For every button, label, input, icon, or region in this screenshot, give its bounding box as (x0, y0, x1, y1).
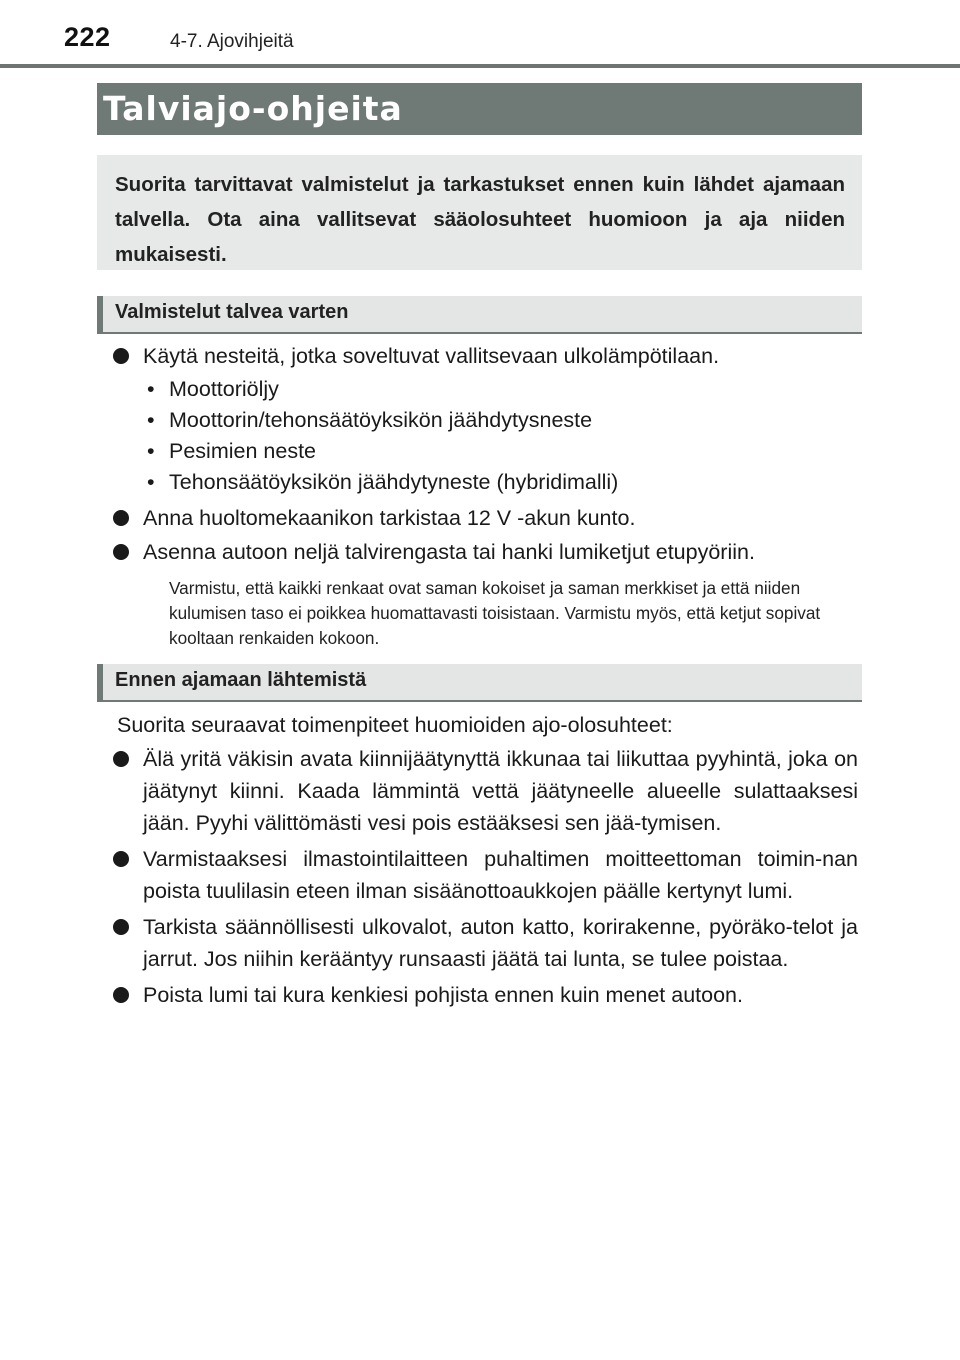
list-item-text: Poista lumi tai kura kenkiesi pohjista ennen kuin menet autoon. (143, 983, 743, 1007)
list-item (113, 911, 858, 975)
note-text: Varmistu, että kaikki renkaat ovat saman kokoiset ja saman merkkiset ja että niiden kulumisen taso ei poikkea huomattavasti toisistaan. Varmistu myös, että ketjut sopivat kooltaan renkaiden kokoon. (169, 578, 821, 648)
list-item-text: Tarkista säännöllisesti ulkovalot, auton katto, korirakenne, pyöräko-telot ja jarrut. Jos niihin kerääntyy runsaasti jäätä tai lunta, se tulee poistaa. (143, 915, 858, 971)
sub-bullet-icon: • (147, 377, 155, 401)
section-heading-before-driving (97, 664, 862, 702)
list-item-text: Älä yritä väkisin avata kiinnijäätynyttä ikkunaa tai liikuttaa pyyhintä, joka on jäätynyt kiinni. Kaada lämmintä vettä jäätyneelle alueelle sulattaaksesi jään. Pyyhi välittömästi vesi pois estääksesi sen jää-tymisen. (143, 747, 858, 835)
lead-text: Suorita seuraavat toimenpiteet huomioiden ajo-olosuhteet: (117, 713, 673, 737)
list-item-text: Asenna autoon neljä talvirengasta tai hanki lumiketjut etupyöriin. (143, 540, 755, 564)
bullet-icon (113, 919, 129, 935)
page-number: 222 (64, 22, 111, 52)
sub-list-item (113, 405, 858, 436)
bullet-icon (113, 510, 129, 526)
page-title: Talviajo-ohjeita (103, 89, 403, 128)
sub-bullet-icon: • (147, 408, 155, 432)
intro-text: Suorita tarvittavat valmistelut ja tarkastukset ennen kuin lähdet ajamaan talvella. Ota aina vallitsevat sääolosuhteet huomioon ja aja niiden mukaisesti. (115, 173, 845, 266)
bullet-icon (113, 987, 129, 1003)
section-heading-text: Ennen ajamaan lähtemistä (115, 669, 367, 691)
heading-accent-bar (97, 296, 103, 334)
sub-list-item-text: Pesimien neste (169, 439, 316, 463)
sub-list-item (113, 436, 858, 467)
list-item (113, 743, 858, 839)
list-item-text: Varmistaaksesi ilmastointilaitteen puhaltimen moitteettoman toimin-nan poista tuulilasin eteen ilman sisäänottoaukkojen päälle kertynyt lumi. (143, 847, 858, 903)
page-title-bar (97, 83, 862, 135)
list-item (113, 340, 858, 372)
list-item (113, 536, 858, 568)
bullet-icon (113, 851, 129, 867)
sub-list-item (113, 374, 858, 405)
page-header (0, 0, 960, 70)
sub-list-item-text: Tehonsäätöyksikön jäähdytyneste (hybridimalli) (169, 470, 619, 494)
list-item-text: Käytä nesteitä, jotka soveltuvat vallitsevaan ulkolämpötilaan. (143, 344, 720, 368)
before-driving-content (113, 709, 858, 1011)
bullet-icon (113, 751, 129, 767)
sub-list-item (113, 467, 858, 498)
sub-list-item-text: Moottorin/tehonsäätöyksikön jäähdytysneste (169, 408, 593, 432)
sub-bullet-icon: • (147, 470, 155, 494)
list-item-text: Anna huoltomekaanikon tarkistaa 12 V -akun kunto. (143, 506, 636, 530)
intro-box (97, 155, 862, 270)
list-item (113, 979, 858, 1011)
bullet-icon (113, 544, 129, 560)
sub-bullet-icon: • (147, 439, 155, 463)
bullet-icon (113, 348, 129, 364)
header-divider (0, 64, 960, 68)
list-item (113, 502, 858, 534)
section-heading-preparations (97, 296, 862, 334)
section-heading-text: Valmistelut talvea varten (115, 301, 349, 323)
preparations-content (113, 340, 858, 651)
list-item (113, 843, 858, 907)
heading-accent-bar (97, 664, 103, 702)
chapter-label: 4-7. Ajovihjeitä (170, 31, 294, 52)
sub-list-item-text: Moottoriöljy (169, 377, 279, 401)
